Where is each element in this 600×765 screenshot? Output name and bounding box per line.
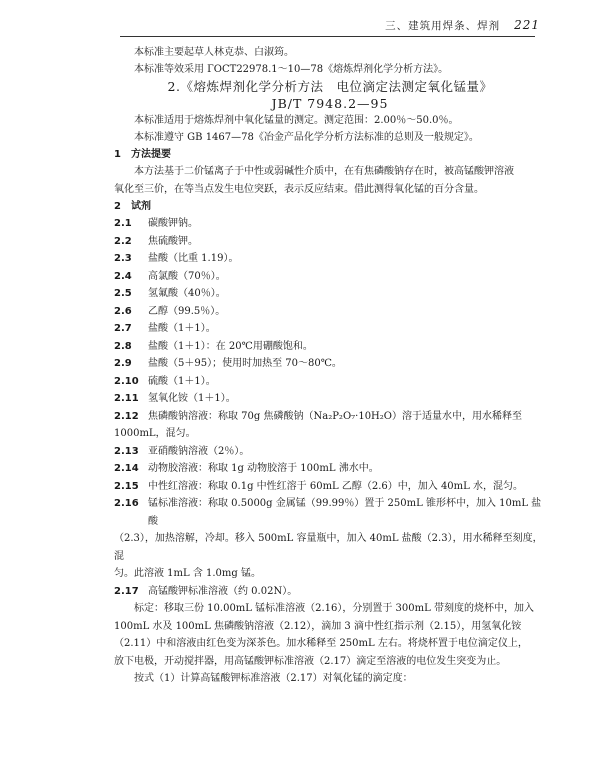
reagent-item: 2.14 动物胶溶液：称取 1g 动物胶溶于 100mL 沸水中。 <box>114 463 379 474</box>
section-1-heading: 1 方法提要 <box>114 149 171 160</box>
reagent-item: 2.16 锰标准溶液：称取 0.5000g 金属锰（99.99％）置于 250mL 锥形杯中，加入 10mL 盐酸 <box>114 498 542 527</box>
reagent-item: 2.7 盐酸（1＋1）。 <box>114 323 216 334</box>
section-2-heading: 2 试剂 <box>114 201 151 212</box>
reagent-item: 2.17 高锰酸钾标准溶液（约 0.02N）。 <box>114 585 298 597</box>
reagent-item: 2.1 碳酸钾钠。 <box>114 218 198 229</box>
reagent-item: 2.8 盐酸（1＋1）：在 20℃用硼酸饱和。 <box>114 340 313 352</box>
calibration-line-1: 标定：移取三份 10.00mL 锰标准溶液（2.16），分别置于 300mL 带刻度的烧杯中，加入 <box>134 603 534 614</box>
page-number: 221 <box>514 18 540 32</box>
standard-code: JB/T 7948.2—95 <box>271 96 389 111</box>
reagent-item: 2.6 乙醇（99.5％）。 <box>114 305 226 317</box>
header-section-title: 三、建筑用焊条、焊剂 <box>385 20 501 32</box>
reagent-item: 2.13 亚硝酸钠溶液（2％）。 <box>114 445 250 457</box>
compliance-line: 本标准遵守 GB 1467—78《冶金产品化学分析方法标准的总则及一般规定》。 <box>134 132 479 143</box>
reagent-item-continuation: 1000mL，混匀。 <box>114 428 196 439</box>
reagent-item: 2.5 氢氟酸（40％）。 <box>114 288 226 299</box>
reagent-list <box>114 215 546 600</box>
reagent-item: 2.10 硫酸（1＋1）。 <box>114 375 216 387</box>
formula-intro: 按式（1）计算高锰酸钾标准溶液（2.17）对氧化锰的滴定度： <box>134 673 413 684</box>
calibration-line-2: 100mL 水及 100mL 焦磷酸钠溶液（2.12），滴加 3 滴中性红指示剂（2.15），用氢氧化铵 <box>114 620 522 632</box>
reagent-item: 2.4 高氯酸（70％）。 <box>114 270 226 282</box>
equivalence-line: 本标准等效采用 ГОСТ22978.1～10—78《熔炼焊剂化学分析方法》。 <box>134 64 449 75</box>
reagent-item: 2.3 盐酸（比重 1.19）。 <box>114 253 239 264</box>
reagent-item: 2.15 中性红溶液：称取 0.1g 中性红溶于 60mL 乙醇（2.6）中，加入 40mL 水，混匀。 <box>114 480 523 492</box>
reagent-item: 2.2 焦硫酸钾。 <box>114 235 198 247</box>
reagent-item: 2.11 氢氧化铵（1＋1）。 <box>114 393 236 404</box>
method-summary-line-2: 氧化至三价，在等当点发生电位突跃，表示反应结束。借此测得氧化锰的百分含量。 <box>114 183 484 195</box>
drafters-line: 本标准主要起草人林克恭、白淑筠。 <box>134 47 294 58</box>
header-rule <box>120 36 535 37</box>
standard-title: 2.《熔炼焊剂化学分析方法 电位滴定法测定氧化锰量》 <box>167 79 493 94</box>
running-header <box>120 18 540 34</box>
method-summary-line-1: 本方法基于二价锰离子于中性或弱碱性介质中，在有焦磷酸钠存在时，被高锰酸钾溶液 <box>134 166 514 177</box>
reagent-item: 2.12 焦磷酸钠溶液：称取 70g 焦磷酸钠（Na₂P₂O₇·10H₂O）溶于适量水中，用水稀释至 <box>114 410 522 422</box>
calibration-line-4: 放下电极，开动搅拌器，用高锰酸钾标准溶液（2.17）滴定至溶液的电位发生突变为止。 <box>114 655 507 667</box>
calibration-line-3: （2.11）中和溶液由红色变为深茶色。加水稀释至 250mL 左右。将烧杯置于电位滴定仪上， <box>114 638 528 649</box>
reagent-item: 2.9 盐酸（5＋95）；使用时加热至 70～80℃。 <box>114 358 342 369</box>
reagent-item-continuation: 匀。此溶液 1mL 含 1.0mg 锰。 <box>114 568 261 579</box>
page-body <box>114 44 546 688</box>
reagent-item-continuation: （2.3），加热溶解，冷却。移入 500mL 容量瓶中，加入 40mL 盐酸（2.3），用水稀释至刻度，混 <box>114 533 543 562</box>
scope-line: 本标准适用于熔炼焊剂中氧化锰量的测定。测定范围：2.00％～50.0％。 <box>134 115 459 126</box>
